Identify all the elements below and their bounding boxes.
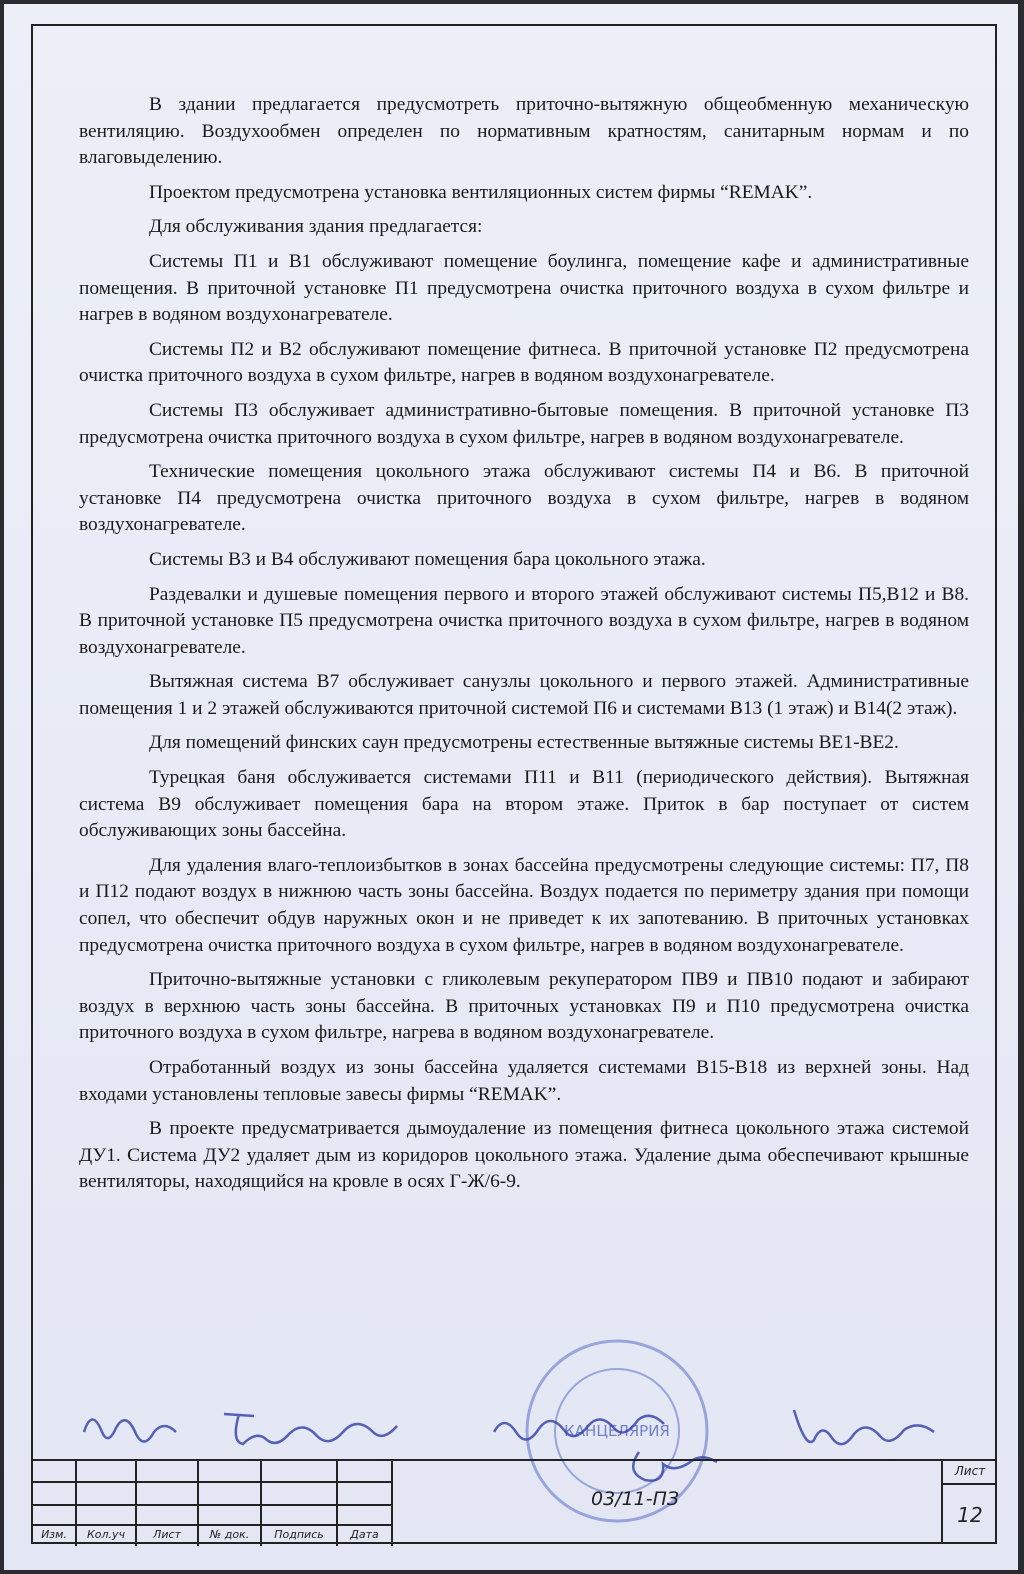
paragraph-2: Проектом предусмотрена установка вентиляционных систем фирмы “REMAK”. — [149, 181, 813, 203]
col-label-date: Дата — [350, 1528, 379, 1541]
col-label-signature: Подпись — [274, 1528, 324, 1541]
sheet-number: 12 — [957, 1503, 983, 1527]
col-label-sheet: Лист — [153, 1528, 181, 1541]
paragraph-10: Вытяжная система В7 обслуживает санузлы цокольного и первого этажей. Административные помещения 1 и 2 этажей обслуживаются приточной системой П6 и системами В13 (1 этаж) и В14(2 этаж). — [79, 671, 969, 719]
stamp-text: КАНЦЕЛЯРИЯ — [564, 1422, 670, 1440]
paragraph-4: Системы П1 и В1 обслуживают помещение боулинга, помещение кафе и административные помещения. В приточной установке П1 предусмотрена очистка приточного воздуха в сухом фильтре и нагрев в водяном воздухонагревателе. — [79, 250, 969, 326]
paragraph-12: Турецкая баня обслуживается системами П11 и В11 (периодического действия). Вытяжная система В9 обслуживает помещения бара на втором этаже. Приток в бар поступает от систем обслуживающих зоны бассейна. — [79, 767, 969, 842]
paragraph-5: Системы П2 и В2 обслуживают помещение фитнеса. В приточной установке П2 предусмотрена очистка приточного воздуха в сухом фильтре, нагрев в водяном воздухонагревателе. — [79, 338, 969, 387]
document-sheet — [4, 4, 1018, 1570]
col-label-doc-no: № док. — [209, 1528, 250, 1541]
col-label-count: Кол.уч — [86, 1528, 126, 1541]
paragraph-16: В проекте предусматривается дымоудаление из помещения фитнеса цокольного этажа системой ДУ1. Система ДУ2 удаляет дым из коридоров цокольного этажа. Удаление дыма обеспечивают крышные вентиляторы, находящийся на кровле в осях Г-Ж/6-9. — [79, 1118, 969, 1193]
paragraph-3: Для обслуживания здания предлагается: — [149, 216, 483, 238]
revision-col-line — [391, 1461, 393, 1546]
document-number: 03/11-ПЗ — [591, 1488, 680, 1510]
paragraph-9: Раздевалки и душевые помещения первого и второго этажей обслуживают системы П5,В12 и В8. В приточной установке П5 предусмотрена очистка приточного воздуха в сухом фильтре, нагрев в водяном воздухонагревателе. — [79, 583, 969, 658]
paragraph-1: В здании предлагается предусмотреть приточно-вытяжную общеобменную механическую вентиляцию. Воздухообмен определен по нормативным кратностям, санитарным нормам и по влаговыделению. — [79, 94, 969, 169]
paragraph-8: Системы В3 и В4 обслуживают помещения бара цокольного этажа. — [149, 548, 706, 570]
paragraph-14: Приточно-вытяжные установки с гликолевым рекуператором ПВ9 и ПВ10 подают и забирают воздух в верхнюю часть зоны бассейна. В приточных установках П9 и П10 предусмотрена очистка приточного воздуха в сухом фильтре, нагрева в водяном воздухонагревателе. — [79, 969, 969, 1044]
sheet-box-divider — [943, 1483, 997, 1485]
paragraph-6: Системы П3 обслуживает административно-бытовые помещения. В приточной установке П3 предусмотрена очистка приточного воздуха в сухом фильтре, нагрев в водяном воздухонагревателе. — [79, 399, 969, 448]
revision-table — [31, 1461, 391, 1546]
paragraph-11: Для помещений финских саун предусмотрены естественные вытяжные системы ВЕ1-ВЕ2. — [149, 732, 899, 754]
explanatory-note-text — [79, 92, 969, 1204]
col-label-revision: Изм. — [41, 1528, 67, 1541]
sheet-label: Лист — [954, 1464, 986, 1478]
paragraph-13: Для удаления влаго-теплоизбытков в зонах бассейна предусмотрены следующие системы: П7, П8 и П12 подают воздух в нижнюю часть зоны бассейна. Воздух подается по периметру здания при помощи сопел, что обеспечит обдув наружных окон и не приведет к их запотеванию. В приточных установках предусмотрена очистка приточного воздуха в сухом фильтре, нагрев в водяном воздухонагревателе. — [79, 854, 969, 956]
sheet-number-box — [941, 1461, 997, 1544]
paragraph-15: Отработанный воздух из зоны бассейна удаляется системами В15-В18 из верхней зоны. Над входами установлены тепловые завесы фирмы “REMAK”. — [79, 1057, 969, 1105]
title-block — [31, 1459, 997, 1544]
paragraph-7: Технические помещения цокольного этажа обслуживают системы П4 и В6. В приточной установке П4 предусмотрена очистка приточного воздуха в сухом фильтре, нагрев в водяном воздухонагревателе. — [79, 461, 969, 536]
